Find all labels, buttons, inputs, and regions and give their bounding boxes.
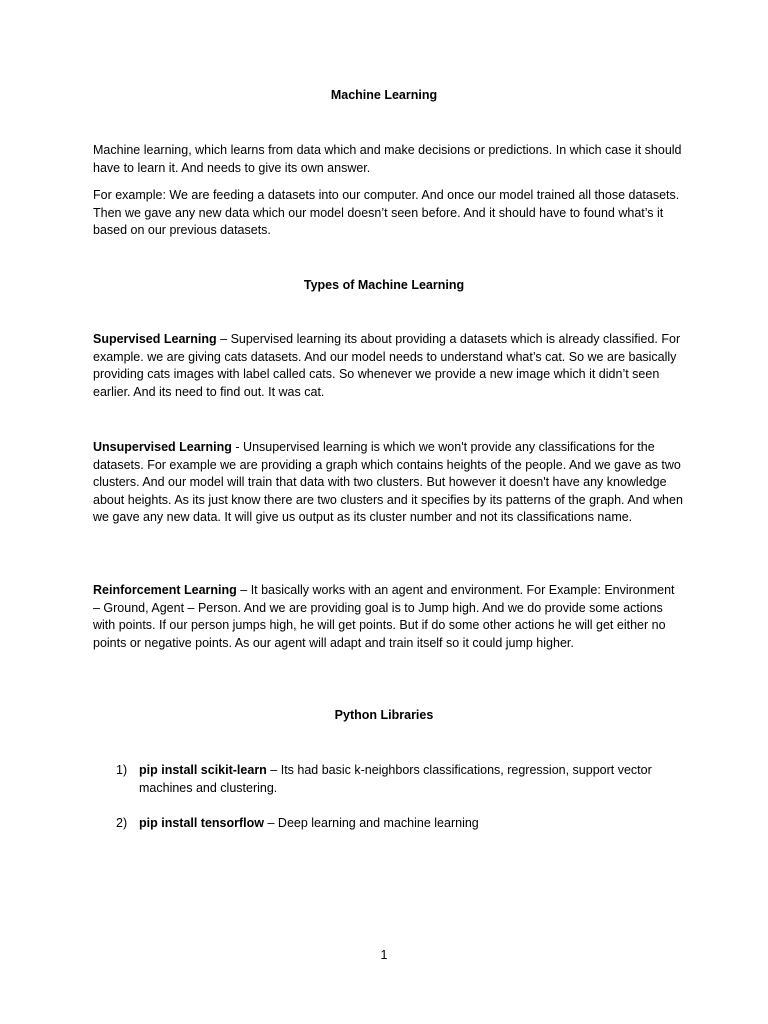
library-command: pip install tensorflow (139, 816, 265, 830)
reinforcement-text: It basically works with an agent and environment. For Example: Environment – Ground, Agent – Person. And we are providing goal is to Jump high. And we do provide some actions with points. If our person jumps high, he will get points. But if do some other actions he will get either no points or negative points. As our agent will adapt and train itself so it could jump higher. (93, 583, 675, 650)
types-heading: Types of Machine Learning (303, 278, 465, 292)
list-number: 2) (116, 816, 128, 830)
library-description: Deep learning and machine learning (277, 816, 479, 830)
unsupervised-term: Unsupervised Learning (93, 440, 232, 454)
library-separator: – (264, 816, 278, 830)
supervised-paragraph (93, 331, 683, 401)
reinforcement-term: Reinforcement Learning (93, 583, 237, 597)
page-title: Machine Learning (330, 88, 438, 102)
supervised-separator: – (216, 332, 231, 346)
library-description: Its had basic k-neighbors classifications, regression, support vector machines and clustering. (139, 763, 652, 795)
page-number: 1 (380, 948, 388, 962)
library-command: pip install scikit-learn (139, 763, 267, 777)
unsupervised-separator: - (231, 440, 244, 454)
intro-paragraph: Machine learning, which learns from data which and make decisions or predictions. In which case it should have to learn it. And needs to give its own answer. (93, 143, 682, 175)
library-separator: – (266, 763, 281, 777)
list-number: 1) (116, 763, 128, 777)
library-text (139, 762, 674, 797)
reinforcement-separator: – (236, 583, 251, 597)
libraries-heading: Python Libraries (334, 708, 434, 722)
intro-example-paragraph: For example: We are feeding a datasets into our computer. And once our model trained all those datasets. Then we gave any new data which our model doesn’t seen before. And it should have to found what’s it based on our previous datasets. (93, 188, 680, 238)
reinforcement-paragraph (93, 582, 683, 652)
unsupervised-text: Unsupervised learning is which we won't provide any classifications for the datasets. For example we are providing a graph which contains heights of the people. And we gave as two clusters. And our model will train that data with two clusters. But however it doesn't have any knowledge about heights. As its just know there are two clusters and it specifies by its patterns of the graph. And when we gave any new data. It will give us output as its cluster number and not its classifications name. (93, 440, 683, 525)
supervised-text: Supervised learning its about providing a datasets which is already classified. For example. we are giving cats datasets. And our model needs to understand what’s cat. So we are basically providing cats images with label called cats. So whenever we provide a new image which it didn’t seen earlier. And its need to find out. It was cat. (93, 332, 681, 399)
unsupervised-paragraph (93, 439, 683, 527)
supervised-term: Supervised Learning (93, 332, 217, 346)
library-text (139, 815, 674, 833)
